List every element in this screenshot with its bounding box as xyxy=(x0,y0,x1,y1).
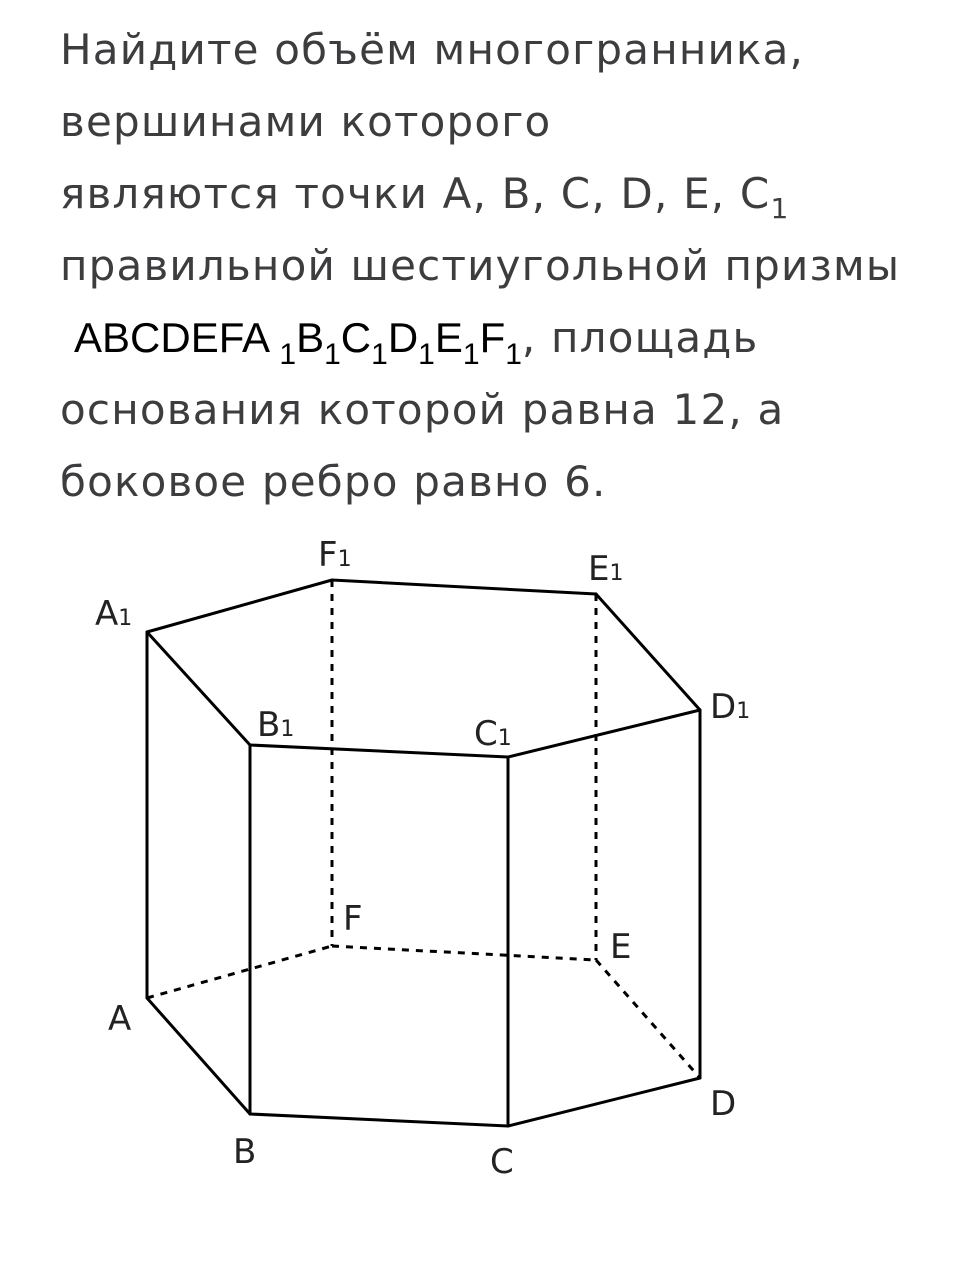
vertex-labels xyxy=(95,535,750,1182)
formula-sub: 1 xyxy=(418,338,435,371)
problem-line-6: основания которой равна 12, а xyxy=(60,385,785,434)
vertex-label-c1: C1 xyxy=(474,714,512,754)
problem-line-5 xyxy=(60,302,940,374)
problem-line-2: вершинами которого xyxy=(60,97,552,146)
vertex-label-b1: B1 xyxy=(257,705,295,745)
vertex-label-f1: F1 xyxy=(318,535,352,575)
vertex-label-c: C xyxy=(490,1142,514,1182)
vertex-label-d: D xyxy=(710,1084,737,1124)
formula-part: C xyxy=(340,314,372,361)
edge-a-b xyxy=(147,998,250,1114)
problem-line-3-sub: 1 xyxy=(770,192,790,225)
problem-line-7: боковое ребро равно 6. xyxy=(60,457,607,506)
vertex-label-d1: D1 xyxy=(710,687,751,727)
edge-f-e xyxy=(332,946,596,960)
problem-line-3-text: являются точки A, B, C, D, E, C xyxy=(60,169,771,218)
vertex-label-e: E xyxy=(610,927,632,967)
edge-c-d xyxy=(508,1078,700,1126)
problem-line-5-rest: , площадь xyxy=(521,313,759,362)
problem-line-3 xyxy=(60,158,940,230)
problem-line-4: правильной шестиугольной призмы xyxy=(60,241,901,290)
formula-part: ABCDEFA xyxy=(74,314,280,361)
visible-edges xyxy=(147,580,700,1126)
edge-b1-a1 xyxy=(147,632,250,745)
edge-a-f xyxy=(147,946,332,998)
problem-statement xyxy=(60,14,940,518)
edge-b-c xyxy=(250,1114,508,1126)
formula-part: E xyxy=(434,314,463,361)
vertex-label-b: B xyxy=(233,1132,257,1172)
formula-sub: 1 xyxy=(324,338,341,371)
hidden-edges xyxy=(147,580,700,1078)
edge-c1-b1 xyxy=(250,745,508,757)
edge-a1-f1 xyxy=(147,580,332,632)
edge-d1-c1 xyxy=(508,710,700,757)
formula-sub: 1 xyxy=(279,338,297,371)
edge-e-d xyxy=(596,960,700,1078)
formula-part: D xyxy=(387,314,419,361)
formula-sub: 1 xyxy=(505,338,522,371)
edge-f1-e1 xyxy=(332,580,596,594)
problem-line-1: Найдите объём многогранника, xyxy=(60,25,805,74)
hexagonal-prism-figure xyxy=(0,500,966,1200)
vertex-label-f: F xyxy=(343,899,363,939)
vertex-label-e1: E1 xyxy=(588,549,624,589)
formula-sub: 1 xyxy=(462,338,480,371)
prism-formula xyxy=(74,314,522,371)
formula-part: B xyxy=(296,314,325,361)
formula-sub: 1 xyxy=(371,338,388,371)
formula-part: F xyxy=(479,314,506,361)
edge-e1-d1 xyxy=(596,594,700,710)
vertex-label-a1: A1 xyxy=(95,594,133,634)
vertex-label-a: A xyxy=(108,999,132,1039)
